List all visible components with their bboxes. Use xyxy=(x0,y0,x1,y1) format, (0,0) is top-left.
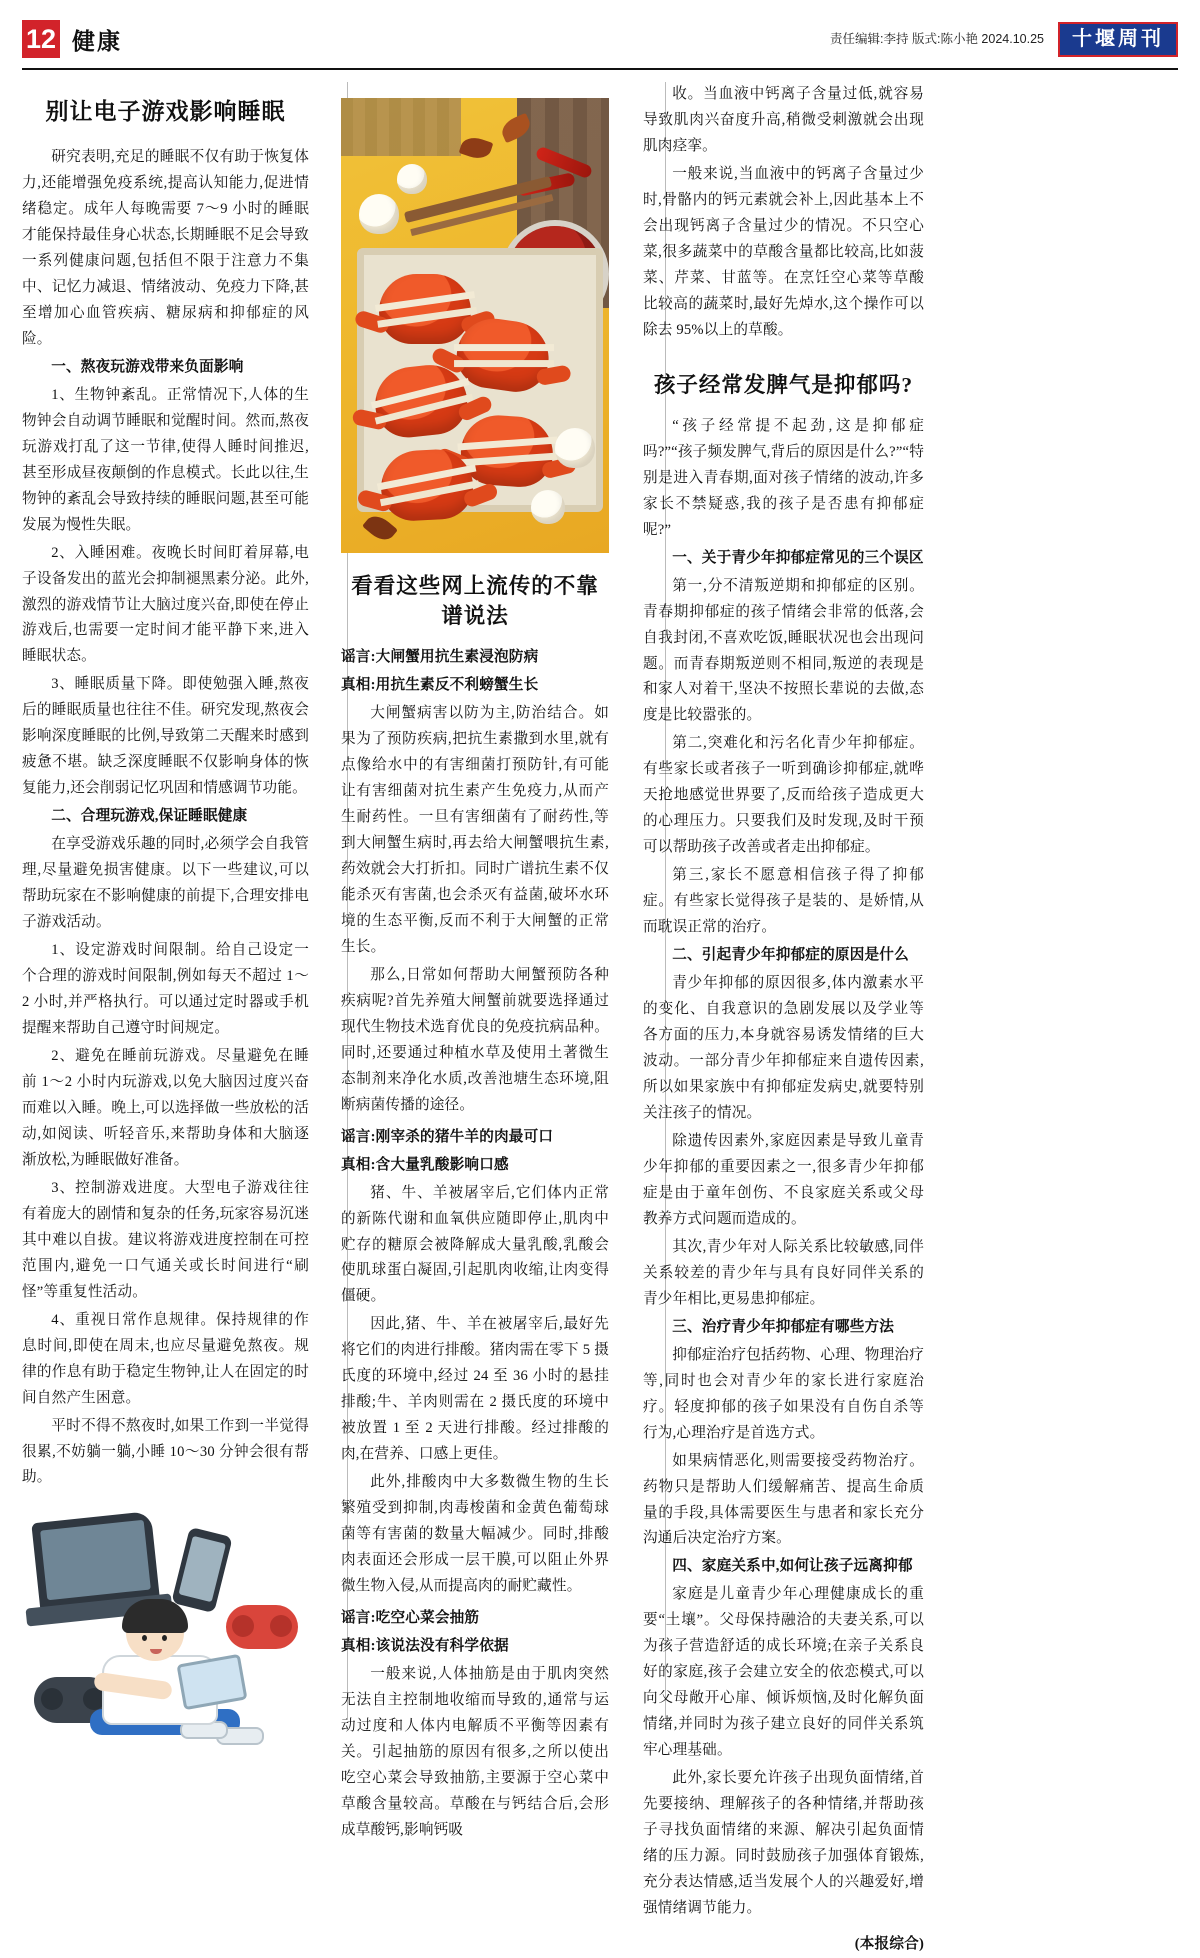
paragraph: 一般来说,当血液中的钙离子含量过少时,骨骼内的钙元素就会补上,因此基本上不会出现钙离子含量过少的情况。不只空心菜,很多蔬菜中的草酸含量都比较高,比如菠菜、芹菜、甘蓝等。在烹饪空心菜等草酸比较高的蔬菜时,最好先焯水,这个操作可以除去 95%以上的草酸。 xyxy=(643,165,924,338)
boy-eye xyxy=(142,1635,147,1641)
crab xyxy=(379,274,471,344)
column-1 xyxy=(22,82,325,1719)
article-1-headline: 别让电子游戏影响睡眠 xyxy=(45,99,286,124)
rumor-label: 谣言:吃空心菜会抽筋 xyxy=(341,1610,480,1627)
crab-tie xyxy=(375,291,475,312)
paragraph: 青少年抑郁的原因很多,体内激素水平的变化、自我意识的急剧发展以及学业等各方面的压力,本身就容易诱发情绪的巨大波动。一部分青少年抑郁症来自遗传因素,所以如果家族中有抑郁症发病史,就要特别关注孩子的情况。 xyxy=(643,975,924,1121)
section-heading: 一、熬夜玩游戏带来负面影响 xyxy=(51,358,244,375)
paragraph: 在享受游戏乐趣的同时,必须学会自我管理,尽量避免损害健康。以下一些建议,可以帮助玩家在不影响健康的前提下,合理安排电子游戏活动。 xyxy=(22,836,309,931)
rumor-label: 谣言:刚宰杀的猪牛羊的肉最可口 xyxy=(341,1128,554,1145)
section-heading: 三、治疗青少年抑郁症有哪些方法 xyxy=(672,1318,895,1335)
rumor-label: 谣言:大闸蟹用抗生素浸泡防病 xyxy=(341,649,539,666)
crab-tie xyxy=(371,378,470,409)
section-heading: 二、引起青少年抑郁症的原因是什么 xyxy=(672,947,909,964)
paragraph: 4、重视日常作息规律。保持规律的作息时间,即使在周末,也应尽量避免熬夜。规律的作息有助于稳定生物钟,让人在固定的时间自然产生困意。 xyxy=(22,1311,309,1406)
article-signoff: (本报综合) xyxy=(854,1936,924,1952)
paragraph: 研究表明,充足的睡眠不仅有助于恢复体力,还能增强免疫系统,提高认知能力,促进情绪稳定。成年人每晚需要 7～9 小时的睡眠才能保持最佳身心状态,长期睡眠不足会导致一系列健康问题,包括但不限于注意力不集中、记忆力减退、情绪波动、免疫力下降,甚至增加心血管疾病、糖尿病和抑郁症的风险。 xyxy=(22,149,309,347)
paragraph: 收。当血液中钙离子含量过低,就容易导致肌肉兴奋度升高,稍微受刺激就会出现肌肉痉挛。 xyxy=(643,86,924,154)
article-columns xyxy=(22,82,1178,1952)
smartphone-icon xyxy=(171,1527,233,1613)
paragraph: 猪、牛、羊被屠宰后,它们体内正常的新陈代谢和血氧供应随即停止,肌肉中贮存的糖原会被降解成大量乳酸,乳酸会使肌球蛋白凝固,引起肌肉收缩,让肉变得僵硬。 xyxy=(341,1184,609,1305)
gamepad-red-icon xyxy=(226,1605,298,1649)
paragraph: 此外,家长要允许孩子出现负面情绪,首先要接纳、理解孩子的各种情绪,并帮助孩子寻找负面情绪的来源、解决引起负面情绪的压力源。同时鼓励孩子加强体育锻炼,充分表达情感,适当发展个人的兴趣爱好,增强情绪调节能力。 xyxy=(643,1770,924,1917)
section-title: 健康 xyxy=(72,28,122,54)
boy-hair xyxy=(122,1599,188,1633)
paragraph: 3、控制游戏进度。大型电子游戏往往有着庞大的剧情和复杂的任务,玩家容易沉迷其中难以自拔。建议将游戏进度控制在可控范围内,避免一口气通关或长时间进行“刷怪”等重复性活动。 xyxy=(22,1179,309,1300)
section-heading: 四、家庭关系中,如何让孩子远离抑郁 xyxy=(672,1558,913,1575)
paragraph: 一般来说,人体抽筋是由于肌肉突然无法自主控制地收缩而导致的,通常与运动过度和人体内电解质不平衡等因素有关。引起抽筋的原因有很多,之所以使出吃空心菜会导致抽筋,主要源于空心菜中草酸含量较高。草酸在与钙结合后,会形成草酸钙,影响钙吸 xyxy=(341,1666,609,1838)
garlic-icon xyxy=(555,428,595,468)
paragraph: 那么,日常如何帮助大闸蟹预防各种疾病呢?首先养殖大闸蟹前就要选择通过现代生物技术选育优良的免疫抗病品种。同时,还要通过种植水草及使用土著微生态制剂来净化水质,改善池塘生态环境,阻断病菌传播的途径。 xyxy=(341,966,609,1113)
editorial-credits: 责任编辑:李持 版式:陈小艳 2024.10.25 xyxy=(830,32,1044,46)
paragraph: 其次,青少年对人际关系比较敏感,同伴关系较差的青少年与具有良好同伴关系的青少年相比,更易患抑郁症。 xyxy=(643,1238,924,1307)
paragraph: 抑郁症治疗包括药物、心理、物理治疗等,同时也会对青少年的家长进行家庭治疗。轻度抑郁的孩子如果没有自伤自杀等行为,心理治疗是首选方式。 xyxy=(643,1346,924,1441)
paragraph: 1、生物钟紊乱。正常情况下,人体的生物钟会自动调节睡眠和觉醒时间。然而,熬夜玩游戏打乱了这一节律,使得人睡时间推迟,甚至形成昼夜颠倒的作息模式。长此以往,生物钟的紊乱会导致持续的睡眠问题,甚至可能发展为慢性失眠。 xyxy=(22,386,309,533)
crab-tie xyxy=(457,437,557,451)
page-number: 12 xyxy=(22,20,60,58)
garlic-icon xyxy=(531,490,565,524)
header-divider xyxy=(22,68,1178,70)
garlic-icon xyxy=(397,164,427,194)
crab-tie xyxy=(454,344,554,351)
paragraph: 第二,突难化和污名化青少年抑郁症。有些家长或者孩子一听到确诊抑郁症,就哗天抢地感觉世界要了,反而给孩子造成更大的心理压力。只要我们及时发现,及时干预可以帮助孩子改善或者走出抑郁症。 xyxy=(643,735,924,856)
column-3 xyxy=(625,82,924,1952)
truth-label: 真相:该说法没有科学依据 xyxy=(341,1638,509,1655)
paragraph: 除遗传因素外,家庭因素是导致儿童青少年抑郁的重要因素之一,很多青少年抑郁症是由于童年创伤、不良家庭关系或父母教养方式问题而造成的。 xyxy=(643,1132,924,1227)
garlic-icon xyxy=(359,194,399,234)
paragraph: 2、避免在睡前玩游戏。尽量避免在睡前 1～2 小时内玩游戏,以免大脑因过度兴奋而难以入睡。晚上,可以选择做一些放松的活动,如阅读、听轻音乐,来帮助身体和大脑逐渐放松,为睡眠做好准备。 xyxy=(22,1047,309,1168)
paragraph: 家庭是儿童青少年心理健康成长的重要“土壤”。父母保持融洽的夫妻关系,可以为孩子营造舒适的成长环境;在亲子关系良好的家庭,孩子会建立安全的依恋模式,可以向父母敞开心扉、倾诉烦恼,及时化解负面情绪,并同时为孩子建立良好的同伴关系筑牢心理基础。 xyxy=(643,1586,924,1759)
crab-tie xyxy=(377,465,476,491)
paragraph: 2、入睡困难。夜晚长时间盯着屏幕,电子设备发出的蓝光会抑制褪黑素分泌。此外,激烈的游戏情节让大脑过度兴奋,即使在停止游戏后,也需要一定时间才能平静下来,进入睡眠状态。 xyxy=(22,544,309,665)
section-heading: 二、合理玩游戏,保证睡眠健康 xyxy=(51,808,248,825)
illustration-boy-gaming xyxy=(30,1509,302,1741)
truth-label: 真相:含大量乳酸影响口感 xyxy=(341,1156,509,1173)
illustration-crab-dish xyxy=(341,98,609,553)
paragraph: 此外,排酸肉中大多数微生物的生长繁殖受到抑制,肉毒梭菌和金黄色葡萄球菌等有害菌的数量大幅减少。同时,排酸肉表面还会形成一层干膜,可以阻止外界微生物入侵,从而提高肉的耐贮藏性。 xyxy=(341,1474,609,1595)
article-2-headline: 看看这些网上流传的不靠谱说法 xyxy=(351,574,599,629)
paragraph: 第三,家长不愿意相信孩子得了抑郁症。有些家长觉得孩子是装的、是娇情,从而耽误正常的治疗。 xyxy=(643,867,924,936)
boy-eye xyxy=(162,1635,167,1641)
column-2 xyxy=(325,82,625,1838)
paragraph: 平时不得不熬夜时,如果工作到一半觉得很累,不妨躺一躺,小睡 10～30 分钟会很有帮助。 xyxy=(22,1417,309,1486)
paragraph: “孩子经常提不起劲,这是抑郁症吗?”“孩子频发脾气,背后的原因是什么?”“特别是进入青春期,面对孩子情绪的波动,许多家长不禁疑惑,我的孩子是否患有抑郁症呢?” xyxy=(643,417,924,538)
masthead xyxy=(22,16,1178,62)
wood-board-top xyxy=(341,98,461,156)
paragraph: 第一,分不清叛逆期和抑郁症的区别。青春期抑郁症的孩子情绪会非常的低落,会自我封闭,不喜欢吃饭,睡眠状况也会出现问题。而青春期叛逆则不相同,叛逆的表现是和家人对着干,坚决不按照长辈说的去做,态度是比较嚣张的。 xyxy=(643,577,924,724)
paper-logo: 十堰周刊 xyxy=(1058,22,1178,57)
paragraph: 1、设定游戏时间限制。给自己设定一个合理的游戏时间限制,例如每天不超过 1～2 小时,并严格执行。可以通过定时器或手机提醒来帮助自己遵守时间规定。 xyxy=(22,942,309,1037)
paragraph: 3、睡眠质量下降。即使勉强入睡,熬夜后的睡眠质量也往往不佳。研究发现,熬夜会影响深度睡眠的比例,导致第二天醒来时感到疲惫不堪。缺乏深度睡眠不仅影响身体的恢复能力,还会削弱记忆巩固和情感调节功能。 xyxy=(22,676,309,797)
paragraph: 因此,猪、牛、羊在被屠宰后,最好先将它们的肉进行排酸。猪肉需在零下 5 摄氏度的环境中,经过 24 至 36 小时的悬挂排酸;牛、羊肉则需在 2 摄氏度的环境中被放置 1 至 2 天进行排酸。经过排酸的肉,在营养、口感上更佳。 xyxy=(341,1316,609,1463)
paragraph: 大闸蟹病害以防为主,防治结合。如果为了预防疾病,把抗生素撒到水里,就有点像给水中的有害细菌打预防针,有可能让有害细菌对抗生素产生免疫力,从而产生耐药性。一旦有害细菌有了耐药性,等到大闸蟹生病时,再去给大闸蟹喂抗生素,药效就会大打折扣。同时广谱抗生素不仅能杀灭有害菌,也会杀灭有益菌,破坏水环境的生态平衡,反而不利于大闸蟹的正常生长。 xyxy=(341,705,609,955)
truth-label: 真相:用抗生素反不利螃蟹生长 xyxy=(341,677,539,694)
tablet-icon xyxy=(176,1654,247,1710)
paragraph: 如果病情恶化,则需要接受药物治疗。药物只是帮助人们缓解痛苦、提高生命质量的手段,具体需要医生与患者和家长充分沟通后决定治疗方案。 xyxy=(643,1452,924,1547)
leaf-decoration xyxy=(362,511,398,546)
section-heading: 一、关于青少年抑郁症常见的三个误区 xyxy=(672,549,924,566)
article-3-headline: 孩子经常发脾气是抑郁吗? xyxy=(653,372,914,397)
leaf-decoration xyxy=(459,134,494,162)
crab xyxy=(379,448,475,523)
